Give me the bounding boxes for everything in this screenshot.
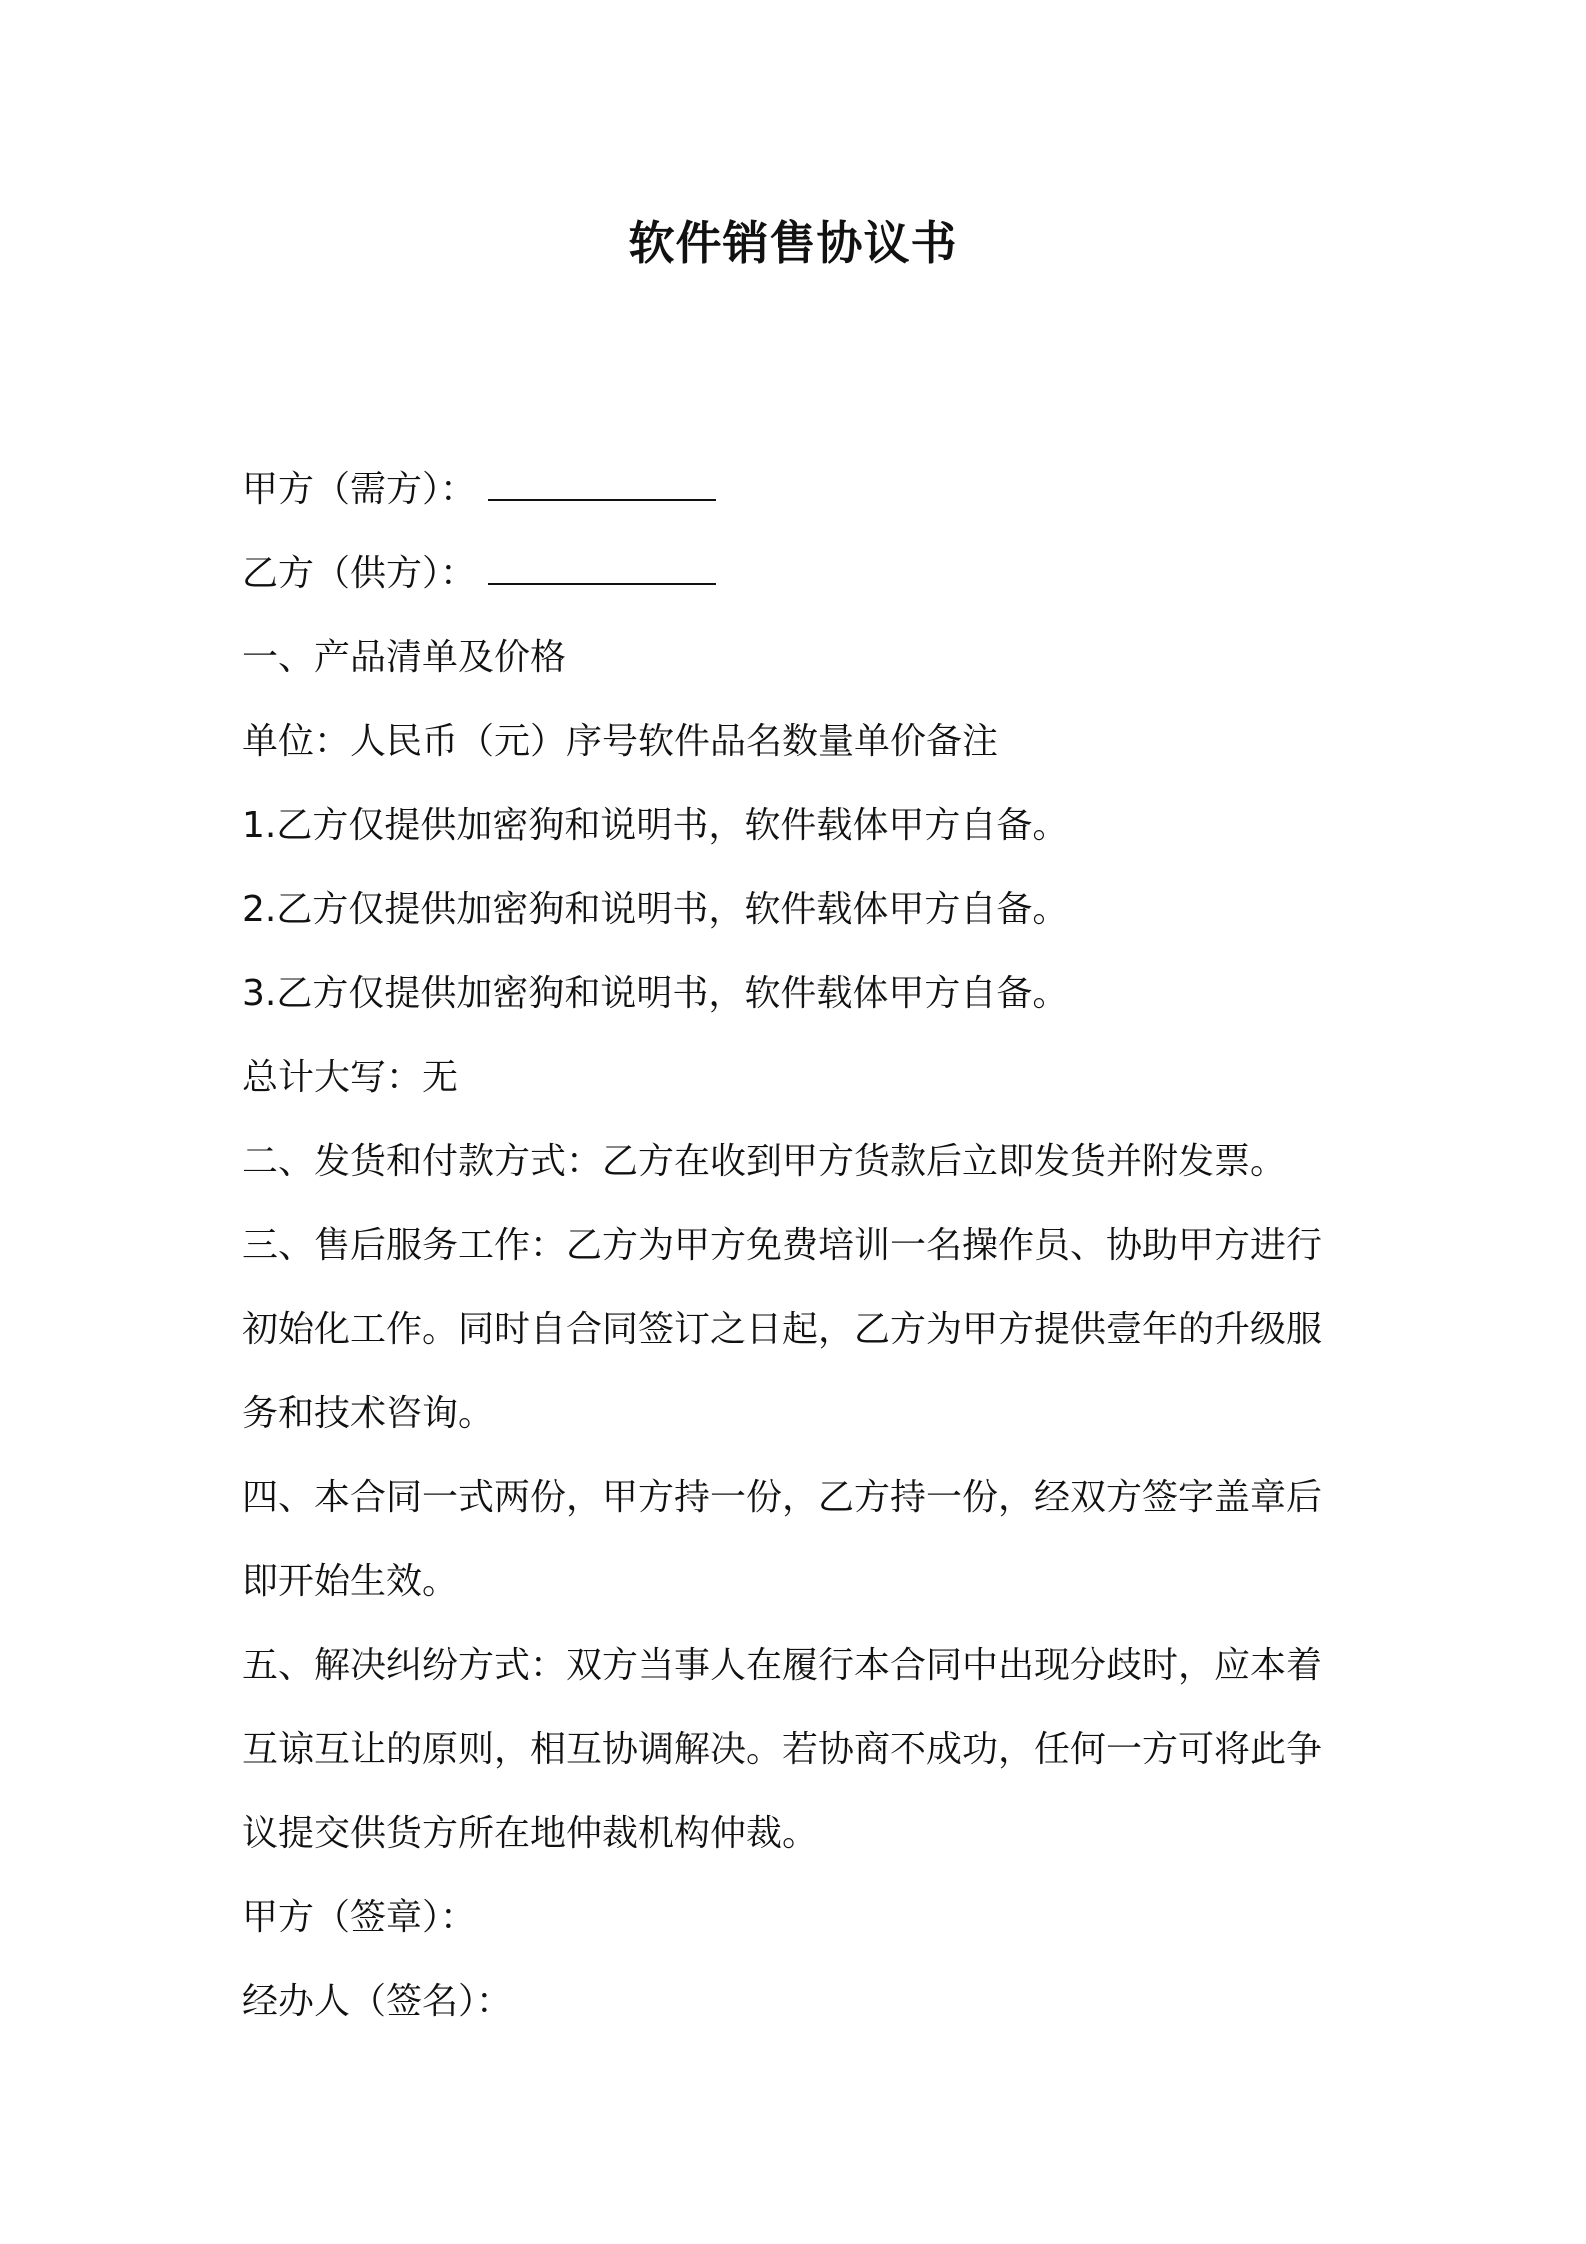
party-b-line (242, 532, 1352, 616)
section2-line: 二、发货和付款方式：乙方在收到甲方货款后立即发货并附发票。 (242, 1141, 1287, 1182)
list-item: 2.乙方仅提供加密狗和说明书，软件载体甲方自备。 (242, 889, 1069, 930)
document-body (242, 448, 1352, 2044)
party-b-blank (488, 543, 716, 585)
party-a-seal-line: 甲方（签章）： (242, 1897, 477, 1938)
section5-line: 议提交供货方所在地仲裁机构仲裁。 (242, 1813, 819, 1854)
section4-line: 即开始生效。 (242, 1561, 459, 1602)
section5-line: 五、解决纠纷方式：双方当事人在履行本合同中出现分歧时，应本着 (242, 1645, 1323, 1686)
list-item: 3.乙方仅提供加密狗和说明书，软件载体甲方自备。 (242, 973, 1069, 1014)
section3-line: 务和技术咨询。 (242, 1393, 495, 1434)
unit-line: 单位：人民币（元）序号软件品名数量单价备注 (242, 721, 999, 762)
section4-line: 四、本合同一式两份，甲方持一份，乙方持一份，经双方签字盖章后 (242, 1477, 1323, 1518)
section1-heading: 一、产品清单及价格 (242, 637, 567, 678)
party-a-blank (488, 459, 716, 501)
section3-line: 三、售后服务工作：乙方为甲方免费培训一名操作员、协助甲方进行 (242, 1225, 1323, 1266)
agent-signature-line: 经办人（签名）： (242, 1981, 513, 2022)
party-a-label: 甲方（需方）： (242, 469, 477, 510)
party-a-line (242, 448, 1352, 532)
party-b-label: 乙方（供方）： (242, 553, 477, 594)
list-item: 1.乙方仅提供加密狗和说明书，软件载体甲方自备。 (242, 805, 1069, 846)
document-title: 软件销售协议书 (628, 216, 958, 270)
section5-line: 互谅互让的原则，相互协调解决。若协商不成功，任何一方可将此争 (242, 1729, 1323, 1770)
section3-line: 初始化工作。同时自合同签订之日起，乙方为甲方提供壹年的升级服 (242, 1309, 1323, 1350)
total-line: 总计大写：无 (242, 1057, 459, 1098)
